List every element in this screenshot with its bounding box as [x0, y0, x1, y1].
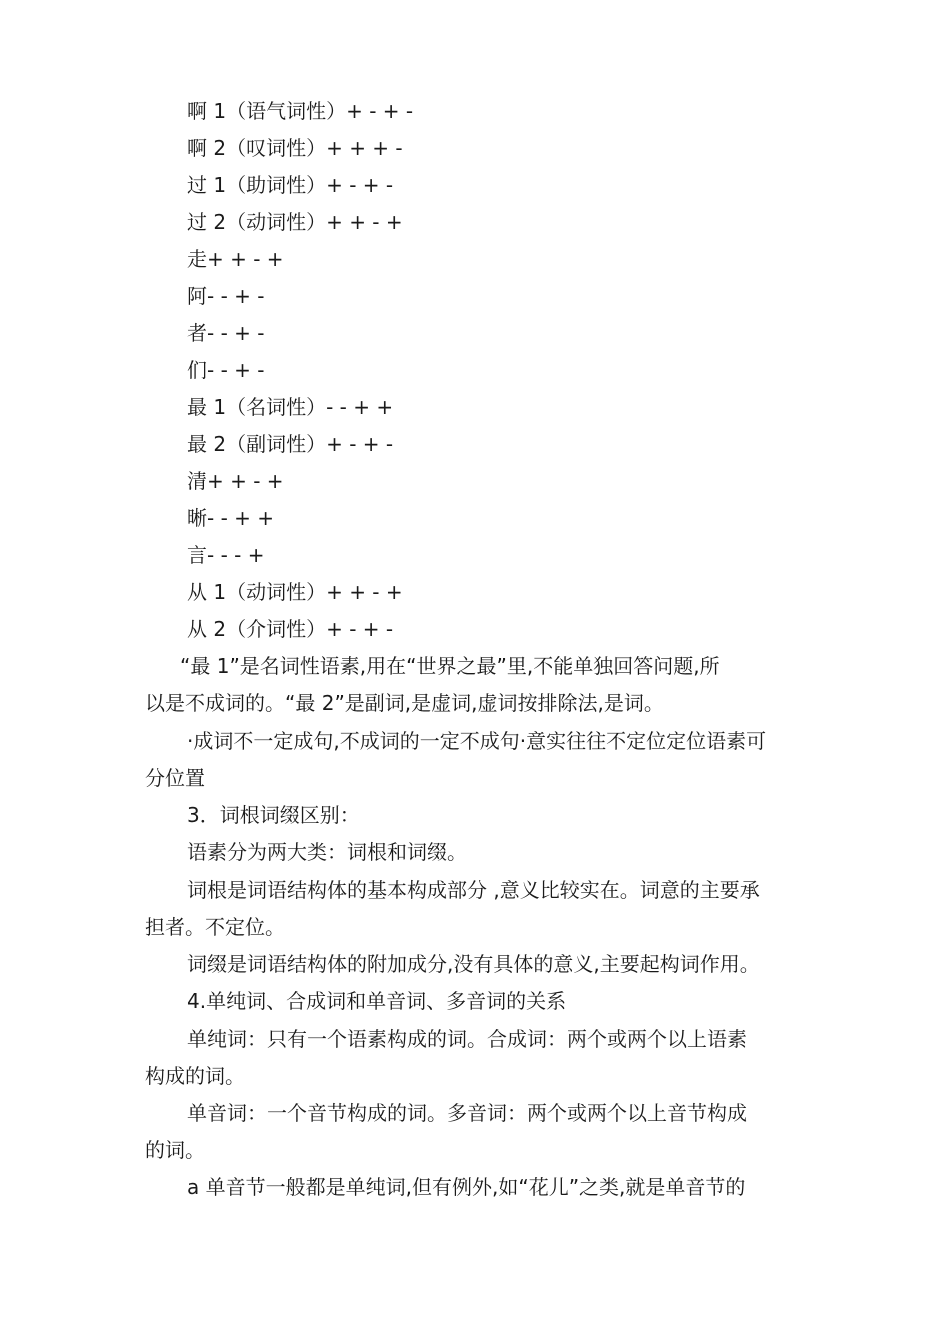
entry-line: 者- - + -	[187, 321, 265, 345]
entry-line: 走+ + - +	[187, 247, 284, 271]
paragraph-line: a 单音节一般都是单纯词,但有例外,如“花儿”之类,就是单音节的	[187, 1175, 746, 1199]
entry-line: 啊 2（叹词性）+ + + -	[187, 136, 403, 160]
entry-line: 言- - - +	[187, 543, 265, 567]
paragraph-line: 构成的词。	[145, 1064, 245, 1088]
entry-line: 们- - + -	[187, 358, 265, 382]
section-heading: 3．词根词缀区别：	[187, 803, 360, 827]
paragraph-line: 语素分为两大类：词根和词缀。	[187, 840, 467, 864]
paragraph-line: 词缀是词语结构体的附加成分,没有具体的意义,主要起构词作用。	[187, 952, 760, 976]
paragraph-line: ·成词不一定成句,不成词的一定不成句·意实往往不定位定位语素可	[187, 729, 767, 753]
paragraph-line: 分位置	[145, 766, 205, 790]
entry-line: 晰- - + +	[187, 506, 275, 530]
paragraph-line: 的词。	[145, 1138, 205, 1162]
paragraph-line: 词根是词语结构体的基本构成部分 ,意义比较实在。词意的主要承	[187, 878, 760, 902]
paragraph-line: 单纯词：只有一个语素构成的词。合成词：两个或两个以上语素	[187, 1027, 747, 1051]
entry-line: 最 2（副词性）+ - + -	[187, 432, 394, 456]
entry-line: 最 1（名词性）- - + +	[187, 395, 394, 419]
entry-line: 过 1（助词性）+ - + -	[187, 173, 394, 197]
paragraph-line: “最 1”是名词性语素,用在“世界之最”里,不能单独回答问题,所	[180, 654, 720, 678]
paragraph-line: 以是不成词的。“最 2”是副词,是虚词,虚词按排除法,是词。	[145, 691, 664, 715]
paragraph-line: 单音词：一个音节构成的词。多音词：两个或两个以上音节构成	[187, 1101, 747, 1125]
entry-line: 从 1（动词性）+ + - +	[187, 580, 403, 604]
entry-line: 从 2（介词性）+ - + -	[187, 617, 394, 641]
section-heading: 4.单纯词、合成词和单音词、多音词的关系	[187, 989, 567, 1013]
paragraph-line: 担者。不定位。	[145, 915, 285, 939]
entry-line: 清+ + - +	[187, 469, 284, 493]
entry-line: 阿- - + -	[187, 284, 265, 308]
entry-line: 啊 1（语气词性）+ - + -	[187, 99, 414, 123]
entry-line: 过 2（动词性）+ + - +	[187, 210, 403, 234]
